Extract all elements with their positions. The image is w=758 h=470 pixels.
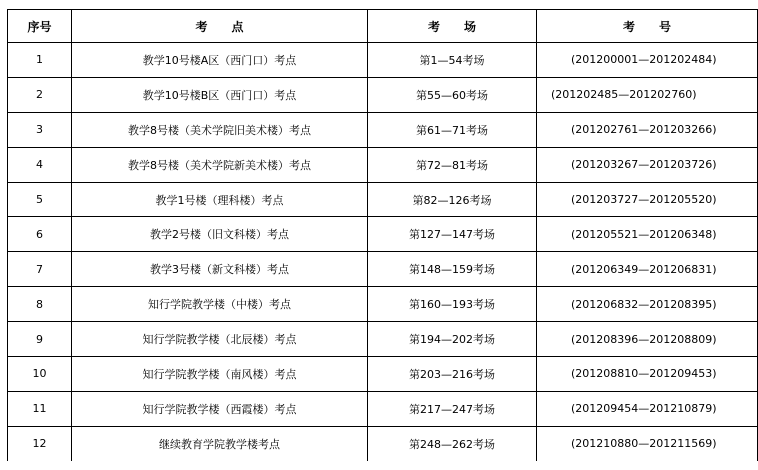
header-number: 考 号 [537, 10, 758, 43]
cell-number: (201210880—201211569) [537, 426, 758, 461]
header-index: 序号 [8, 10, 72, 43]
cell-number: (201209454—201210879) [537, 391, 758, 426]
cell-site: 知行学院教学楼（中楼）考点 [72, 287, 368, 322]
cell-number: (201200001—201202484) [537, 43, 758, 78]
cell-site: 教学1号楼（理科楼）考点 [72, 182, 368, 217]
exam-site-table [7, 9, 758, 461]
cell-index: 10 [8, 357, 72, 392]
cell-index: 1 [8, 43, 72, 78]
cell-site: 知行学院教学楼（北辰楼）考点 [72, 322, 368, 357]
cell-number: (201202485—201202760) [537, 77, 758, 112]
table-row [8, 322, 758, 357]
cell-room: 第55—60考场 [368, 77, 537, 112]
header-row [8, 10, 758, 43]
header-site: 考 点 [72, 10, 368, 43]
cell-room: 第148—159考场 [368, 252, 537, 287]
table-body [8, 43, 758, 462]
cell-site: 继续教育学院教学楼考点 [72, 426, 368, 461]
cell-number: (201206349—201206831) [537, 252, 758, 287]
cell-site: 教学8号楼（美术学院旧美术楼）考点 [72, 112, 368, 147]
cell-room: 第1—54考场 [368, 43, 537, 78]
table-row [8, 147, 758, 182]
cell-room: 第217—247考场 [368, 391, 537, 426]
cell-index: 2 [8, 77, 72, 112]
cell-room: 第248—262考场 [368, 426, 537, 461]
cell-index: 7 [8, 252, 72, 287]
table-row [8, 77, 758, 112]
table-row [8, 252, 758, 287]
cell-room: 第72—81考场 [368, 147, 537, 182]
table-row [8, 43, 758, 78]
table-header [8, 10, 758, 43]
cell-number: (201208396—201208809) [537, 322, 758, 357]
cell-site: 教学2号楼（旧文科楼）考点 [72, 217, 368, 252]
table-row [8, 391, 758, 426]
table-row [8, 357, 758, 392]
cell-index: 6 [8, 217, 72, 252]
cell-room: 第203—216考场 [368, 357, 537, 392]
cell-room: 第160—193考场 [368, 287, 537, 322]
cell-site: 教学10号楼B区（西门口）考点 [72, 77, 368, 112]
table-row [8, 287, 758, 322]
cell-index: 3 [8, 112, 72, 147]
cell-index: 11 [8, 391, 72, 426]
cell-room: 第194—202考场 [368, 322, 537, 357]
cell-number: (201205521—201206348) [537, 217, 758, 252]
cell-site: 教学3号楼（新文科楼）考点 [72, 252, 368, 287]
cell-site: 知行学院教学楼（西霞楼）考点 [72, 391, 368, 426]
cell-number: (201203727—201205520) [537, 182, 758, 217]
table-row [8, 426, 758, 461]
cell-number: (201206832—201208395) [537, 287, 758, 322]
cell-index: 4 [8, 147, 72, 182]
cell-number: (201202761—201203266) [537, 112, 758, 147]
cell-index: 12 [8, 426, 72, 461]
cell-site: 教学10号楼A区（西门口）考点 [72, 43, 368, 78]
table-row [8, 217, 758, 252]
cell-room: 第82—126考场 [368, 182, 537, 217]
table-row [8, 182, 758, 217]
cell-index: 9 [8, 322, 72, 357]
header-room: 考 场 [368, 10, 537, 43]
cell-room: 第61—71考场 [368, 112, 537, 147]
cell-room: 第127—147考场 [368, 217, 537, 252]
cell-number: (201208810—201209453) [537, 357, 758, 392]
cell-index: 8 [8, 287, 72, 322]
cell-site: 教学8号楼（美术学院新美术楼）考点 [72, 147, 368, 182]
cell-site: 知行学院教学楼（南风楼）考点 [72, 357, 368, 392]
cell-index: 5 [8, 182, 72, 217]
cell-number: (201203267—201203726) [537, 147, 758, 182]
table-row [8, 112, 758, 147]
